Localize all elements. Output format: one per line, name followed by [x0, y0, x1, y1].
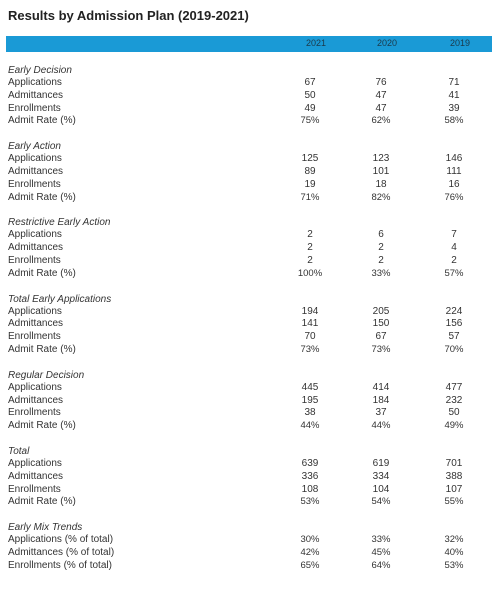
cell-value-2019: 41: [448, 89, 460, 101]
cell-value-2020: 2: [378, 242, 384, 254]
cell-value-2019: 57%: [444, 267, 464, 279]
table-row: [8, 255, 492, 268]
table-section: [8, 370, 492, 433]
cell-value-2020: 101: [372, 165, 390, 177]
table-row: [8, 344, 492, 357]
cell-value-2020: 18: [375, 178, 387, 190]
table-row: [8, 395, 492, 408]
cell-value-2020: 123: [372, 153, 390, 165]
cell-value-2021: 19: [304, 178, 316, 190]
row-label: Admittances (% of total): [8, 546, 115, 558]
cell-value-2019: 107: [445, 483, 463, 495]
row-label: Enrollments: [8, 254, 61, 266]
row-label: Applications: [8, 305, 62, 317]
table-row: [8, 331, 492, 344]
section-title: Early Action: [8, 141, 61, 153]
table-row: [8, 484, 492, 497]
table-row: [8, 560, 492, 573]
cell-value-2020: 45%: [371, 546, 391, 558]
cell-value-2021: 108: [301, 483, 319, 495]
section-title: Restrictive Early Action: [8, 217, 111, 229]
cell-value-2021: 30%: [300, 534, 320, 546]
cell-value-2021: 71%: [300, 191, 320, 203]
cell-value-2019: 388: [445, 470, 463, 482]
table-row: [8, 318, 492, 331]
cell-value-2021: 49: [304, 102, 316, 114]
cell-value-2019: 2: [451, 254, 457, 266]
cell-value-2021: 2: [307, 229, 313, 241]
table-section: [8, 65, 492, 128]
row-label: Admit Rate (%): [8, 115, 76, 127]
cell-value-2020: 62%: [371, 115, 391, 127]
column-header-2020: 2020: [376, 38, 398, 48]
cell-value-2020: 67: [375, 331, 387, 343]
cell-value-2020: 37: [375, 407, 387, 419]
section-title: Early Decision: [8, 65, 72, 76]
row-label: Admit Rate (%): [8, 420, 76, 432]
table-header: [6, 36, 492, 52]
row-label: Admit Rate (%): [8, 343, 76, 355]
section-title: Regular Decision: [8, 369, 85, 381]
cell-value-2021: 141: [301, 318, 319, 330]
cell-value-2020: 150: [372, 318, 390, 330]
table-row: [8, 496, 492, 509]
cell-value-2021: 639: [301, 457, 319, 469]
table-row: [8, 382, 492, 395]
row-label: Enrollments: [8, 407, 61, 419]
cell-value-2020: 44%: [371, 420, 391, 432]
row-label: Admittances: [8, 470, 64, 482]
row-label: Enrollments: [8, 102, 61, 114]
cell-value-2021: 100%: [297, 267, 323, 279]
cell-value-2021: 336: [301, 470, 319, 482]
row-label: Admittances: [8, 242, 64, 254]
cell-value-2019: 70%: [444, 343, 464, 355]
cell-value-2020: 64%: [371, 559, 391, 571]
cell-value-2019: 76%: [444, 191, 464, 203]
cell-value-2019: 224: [445, 305, 463, 317]
cell-value-2020: 73%: [371, 343, 391, 355]
cell-value-2020: 33%: [371, 267, 391, 279]
cell-value-2021: 70: [304, 331, 316, 343]
cell-value-2020: 47: [375, 89, 387, 101]
row-label: Admit Rate (%): [8, 191, 76, 203]
row-label: Admittances: [8, 89, 64, 101]
row-label: Enrollments: [8, 178, 61, 190]
row-label: Applications (% of total): [8, 534, 114, 546]
row-label: Applications: [8, 381, 62, 393]
cell-value-2020: 414: [372, 381, 390, 393]
cell-value-2021: 50: [304, 89, 316, 101]
cell-value-2019: 146: [445, 153, 463, 165]
cell-value-2019: 49%: [444, 420, 464, 432]
cell-value-2019: 50: [448, 407, 460, 419]
cell-value-2019: 32%: [444, 534, 464, 546]
table-row: [8, 547, 492, 560]
table-row: [8, 192, 492, 205]
cell-value-2019: 4: [451, 242, 457, 254]
row-label: Enrollments: [8, 483, 61, 495]
table-row: [8, 458, 492, 471]
cell-value-2021: 53%: [300, 496, 320, 508]
admissions-table: [8, 65, 492, 586]
table-row: [8, 471, 492, 484]
cell-value-2020: 6: [378, 229, 384, 241]
cell-value-2021: 2: [307, 254, 313, 266]
cell-value-2019: 232: [445, 394, 463, 406]
table-row: [8, 407, 492, 420]
cell-value-2021: 75%: [300, 115, 320, 127]
cell-value-2020: 2: [378, 254, 384, 266]
row-label: Admittances: [8, 165, 64, 177]
table-section: [8, 446, 492, 509]
row-label: Applications: [8, 153, 62, 165]
row-label: Applications: [8, 77, 62, 88]
cell-value-2019: 111: [446, 165, 462, 177]
row-label: Enrollments: [8, 331, 61, 343]
cell-value-2020: 184: [372, 394, 390, 406]
cell-value-2019: 701: [445, 457, 463, 469]
section-title: Total: [8, 445, 30, 457]
page-title: Results by Admission Plan (2019-2021): [8, 8, 249, 23]
cell-value-2019: 55%: [444, 496, 464, 508]
section-title: Early Mix Trends: [8, 522, 83, 534]
row-label: Admittances: [8, 318, 64, 330]
table-row: [8, 103, 492, 116]
row-label: Admit Rate (%): [8, 267, 76, 279]
table-section: [8, 294, 492, 357]
cell-value-2020: 47: [375, 102, 387, 114]
row-label: Enrollments (% of total): [8, 559, 112, 571]
row-label: Admittances: [8, 394, 64, 406]
cell-value-2020: 619: [372, 457, 390, 469]
table-row: [8, 534, 492, 547]
column-header-2021: 2021: [305, 38, 327, 48]
cell-value-2021: 2: [307, 242, 313, 254]
cell-value-2019: 71: [448, 77, 460, 88]
cell-value-2020: 205: [372, 305, 390, 317]
cell-value-2021: 445: [301, 381, 319, 393]
table-row: [8, 229, 492, 242]
table-section: [8, 141, 492, 204]
cell-value-2021: 38: [304, 407, 316, 419]
cell-value-2021: 195: [301, 394, 319, 406]
table-row: [8, 420, 492, 433]
section-title: Total Early Applications: [8, 293, 112, 305]
cell-value-2019: 53%: [444, 559, 464, 571]
cell-value-2019: 57: [448, 331, 460, 343]
row-label: Admit Rate (%): [8, 496, 76, 508]
cell-value-2020: 334: [372, 470, 390, 482]
table-row: [8, 242, 492, 255]
table-row: [8, 153, 492, 166]
row-label: Applications: [8, 457, 62, 469]
cell-value-2021: 125: [301, 153, 319, 165]
cell-value-2021: 89: [304, 165, 316, 177]
table-row: [8, 179, 492, 192]
table-section: [8, 217, 492, 280]
row-label: Applications: [8, 229, 62, 241]
cell-value-2020: 104: [372, 483, 390, 495]
column-header-2019: 2019: [449, 38, 471, 48]
table-row: [8, 90, 492, 103]
table-section: [8, 522, 492, 572]
cell-value-2021: 67: [304, 77, 316, 88]
cell-value-2019: 39: [448, 102, 460, 114]
cell-value-2021: 73%: [300, 343, 320, 355]
table-row: [8, 306, 492, 319]
cell-value-2020: 54%: [371, 496, 391, 508]
table-row: [8, 115, 492, 128]
cell-value-2020: 33%: [371, 534, 391, 546]
cell-value-2019: 156: [445, 318, 463, 330]
table-row: [8, 166, 492, 179]
table-row: [8, 77, 492, 90]
cell-value-2019: 40%: [444, 546, 464, 558]
cell-value-2021: 44%: [300, 420, 320, 432]
cell-value-2021: 194: [301, 305, 319, 317]
cell-value-2020: 82%: [371, 191, 391, 203]
cell-value-2019: 16: [448, 178, 460, 190]
cell-value-2020: 76: [375, 77, 387, 88]
cell-value-2021: 65%: [300, 559, 320, 571]
cell-value-2019: 7: [451, 229, 457, 241]
cell-value-2019: 477: [445, 381, 463, 393]
cell-value-2019: 58%: [444, 115, 464, 127]
table-row: [8, 268, 492, 281]
cell-value-2021: 42%: [300, 546, 320, 558]
